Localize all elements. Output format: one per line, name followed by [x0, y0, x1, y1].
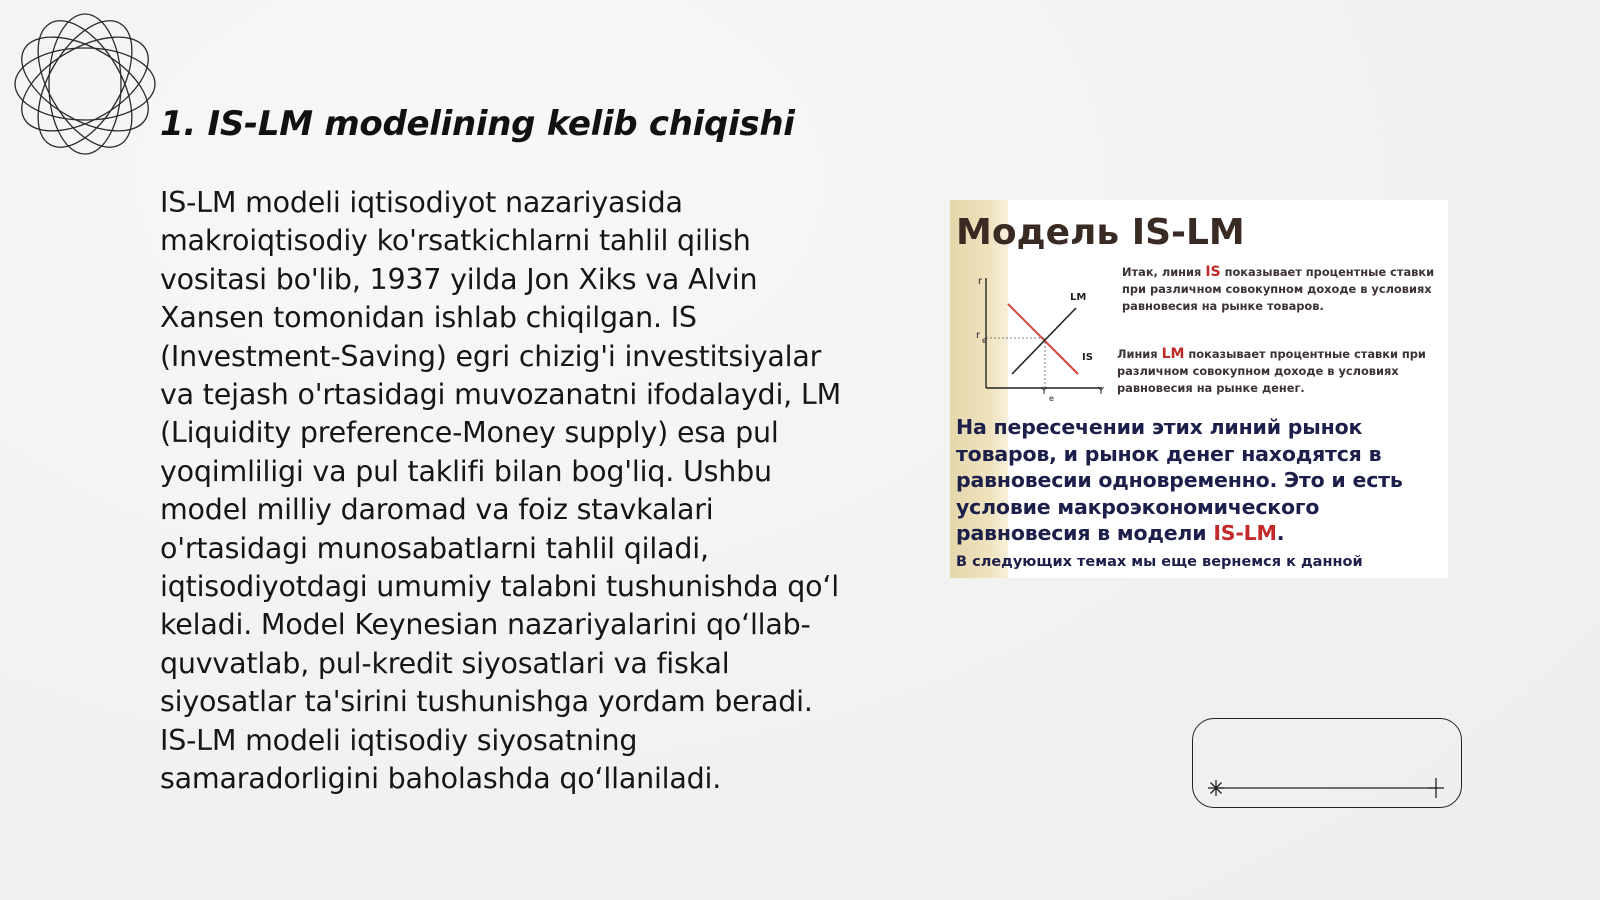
is-curve [1008, 304, 1078, 374]
note-lm-accent: LM [1161, 346, 1185, 362]
cross-icon [1428, 778, 1444, 798]
note-lm-before: Линия [1117, 347, 1162, 361]
note-is-accent: IS [1205, 264, 1221, 280]
note-is-after: показывает процентные ставки при различном совокупном доходе в условиях равновесия на рынке товаров. [1122, 265, 1435, 313]
figure-title: Модель IS-LM [956, 212, 1245, 253]
eq-rate-subscript: e [982, 336, 987, 345]
note-lm-after: показывает процентные ставки при различном совокупном доходе в условиях равновесия на рынке денег. [1117, 347, 1426, 395]
sparkle-icon [1208, 780, 1224, 796]
decorative-slider-line [1206, 776, 1446, 800]
note-is-before: Итак, линия [1122, 265, 1206, 279]
main-accent: IS-LM [1213, 521, 1277, 545]
eq-rate-label: r [976, 330, 981, 341]
y-axis-label: r [978, 276, 983, 287]
figure-note-lm [1117, 346, 1439, 397]
figure-note-is [1122, 264, 1444, 315]
islm-figure [950, 200, 1448, 578]
is-curve-label: IS [1082, 352, 1093, 363]
eq-income-subscript: e [1049, 394, 1054, 403]
figure-main-text [956, 414, 1444, 547]
lm-curve-label: LM [1070, 292, 1087, 303]
main-after: . [1276, 521, 1285, 545]
slide-body-text: IS-LM modeli iqtisodiyot nazariyasida makroiqtisodiy ko'rsatkichlarni tahlil qilish vositasi bo'lib, 1937 yilda Jon Xiks va Alvin Xansen tomonidan ishlab chiqilgan. IS (Investment-Saving) egri chizig'i investitsiyalar va tejash o'rtasidagi muvozanatni ifodalaydi, LM (Liquidity preference-Money supply) esa pul yoqimliligi va pul taklifi bilan bog'liq. Ushbu model milliy daromad va foiz stavkalari o'rtasidagi munosabatlarni tahlil qiladi, iqtisodiyotdagi umumiy talabni tushunishda qo‘l keladi. Model Keynesian nazariyalarini qo‘llab-quvvatlab, pul-kredit siyosatlari va fiskal siyosatlar ta'sirini tushunishga yordam beradi. IS-LM modeli iqtisodiy siyosatning samaradorligini baholashda qo‘llaniladi. [160, 186, 841, 796]
main-before: На пересечении этих линий рынок товаров, и рынок денег находятся в равновесии одновременно. Это и есть условие макроэкономического равновесия в модели [956, 415, 1403, 545]
rosette-logo-icon [10, 10, 160, 158]
eq-income-label: Y [1041, 386, 1048, 397]
islm-graph [970, 270, 1110, 420]
slide-title: 1. IS-LM modelining kelib chiqishi [160, 104, 795, 144]
x-axis-label: Y [1098, 386, 1105, 397]
figure-footer-text: В следующих темах мы еще вернемся к данной [956, 554, 1363, 570]
